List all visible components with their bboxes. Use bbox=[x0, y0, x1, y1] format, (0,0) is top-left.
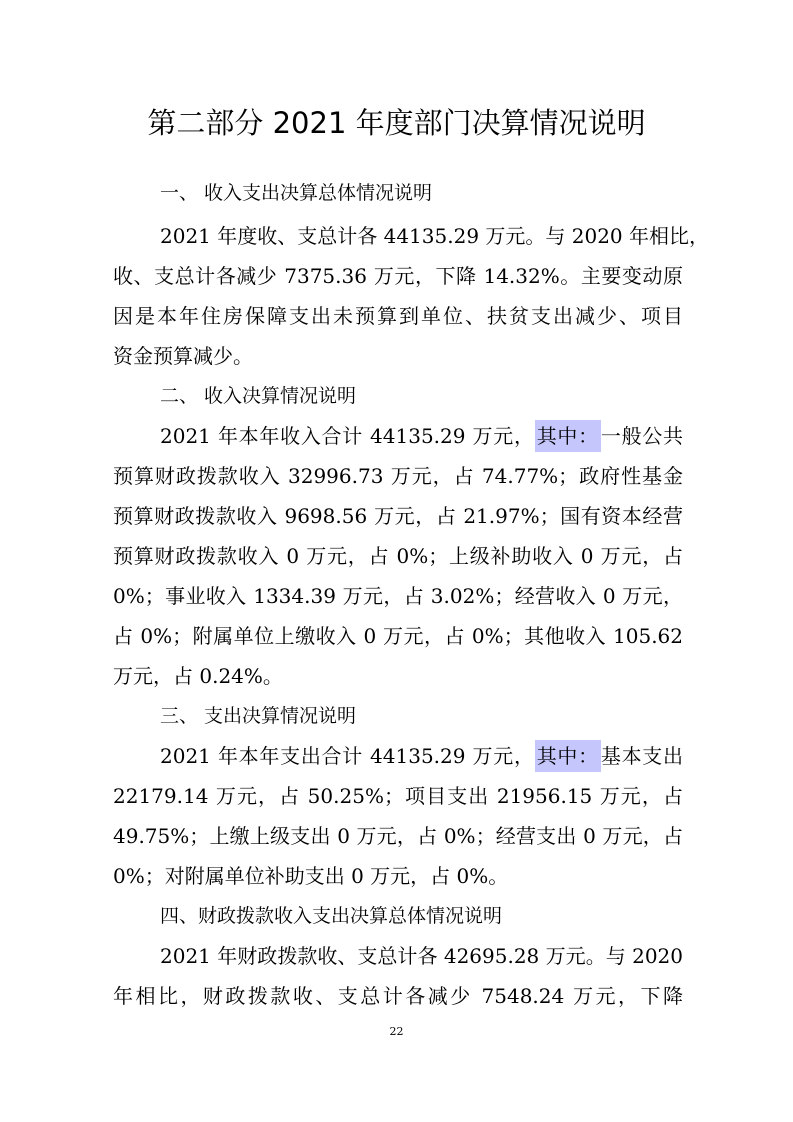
paragraph-line: 2021 年财政拨款收、支总计各 42695.28 万元。与 2020 bbox=[160, 944, 683, 968]
paragraph-line: 预算财政拨款收入 9698.56 万元，占 21.97%；国有资本经营 bbox=[113, 504, 683, 528]
page-title: 第二部分 2021 年度部门决算情况说明 bbox=[147, 106, 646, 140]
paragraph-line: 年相比，财政拨款收、支总计各减少 7548.24 万元，下降 bbox=[113, 984, 683, 1008]
paragraph-line: 因是本年住房保障支出未预算到单位、扶贫支出减少、项目 bbox=[113, 304, 683, 328]
paragraph-text: 一般公共 bbox=[600, 424, 684, 448]
paragraph-text: 基本支出 bbox=[600, 744, 684, 768]
paragraph-line: 资金预算减少。 bbox=[113, 344, 253, 368]
page-number: 22 bbox=[389, 1025, 404, 1038]
section-heading-4: 四、财政拨款收入支出决算总体情况说明 bbox=[160, 905, 503, 927]
section-heading-3: 三、 支出决算情况说明 bbox=[160, 705, 357, 727]
paragraph-line: 22179.14 万元，占 50.25%；项目支出 21956.15 万元，占 bbox=[113, 784, 683, 808]
paragraph-text: 2021 年本年支出合计 44135.29 万元， bbox=[160, 744, 535, 768]
paragraph-line bbox=[160, 421, 683, 451]
paragraph-line: 收、支总计各减少 7375.36 万元，下降 14.32%。主要变动原 bbox=[113, 264, 683, 288]
paragraph-line: 万元，占 0.24%。 bbox=[113, 664, 283, 688]
section-heading-2: 二、 收入决算情况说明 bbox=[160, 385, 357, 407]
paragraph-line: 0%；对附属单位补助支出 0 万元，占 0%。 bbox=[113, 864, 509, 888]
paragraph-line: 预算财政拨款收入 0 万元，占 0%；上级补助收入 0 万元，占 bbox=[113, 544, 683, 568]
paragraph-line: 占 0%；附属单位上缴收入 0 万元，占 0%；其他收入 105.62 bbox=[113, 624, 683, 648]
paragraph-line: 0%；事业收入 1334.39 万元，占 3.02%；经营收入 0 万元， bbox=[113, 584, 683, 608]
highlighted-text: 其中： bbox=[535, 420, 601, 452]
paragraph-line: 预算财政拨款收入 32996.73 万元，占 74.77%；政府性基金 bbox=[113, 464, 683, 488]
paragraph-line bbox=[160, 741, 683, 771]
highlighted-text: 其中： bbox=[535, 740, 601, 772]
section-heading-1: 一、 收入支出决算总体情况说明 bbox=[160, 182, 433, 204]
paragraph-line: 49.75%；上缴上级支出 0 万元，占 0%；经营支出 0 万元，占 bbox=[113, 824, 683, 848]
paragraph-line: 2021 年度收、支总计各 44135.29 万元。与 2020 年相比， bbox=[160, 224, 710, 248]
paragraph-text: 2021 年本年收入合计 44135.29 万元， bbox=[160, 424, 535, 448]
